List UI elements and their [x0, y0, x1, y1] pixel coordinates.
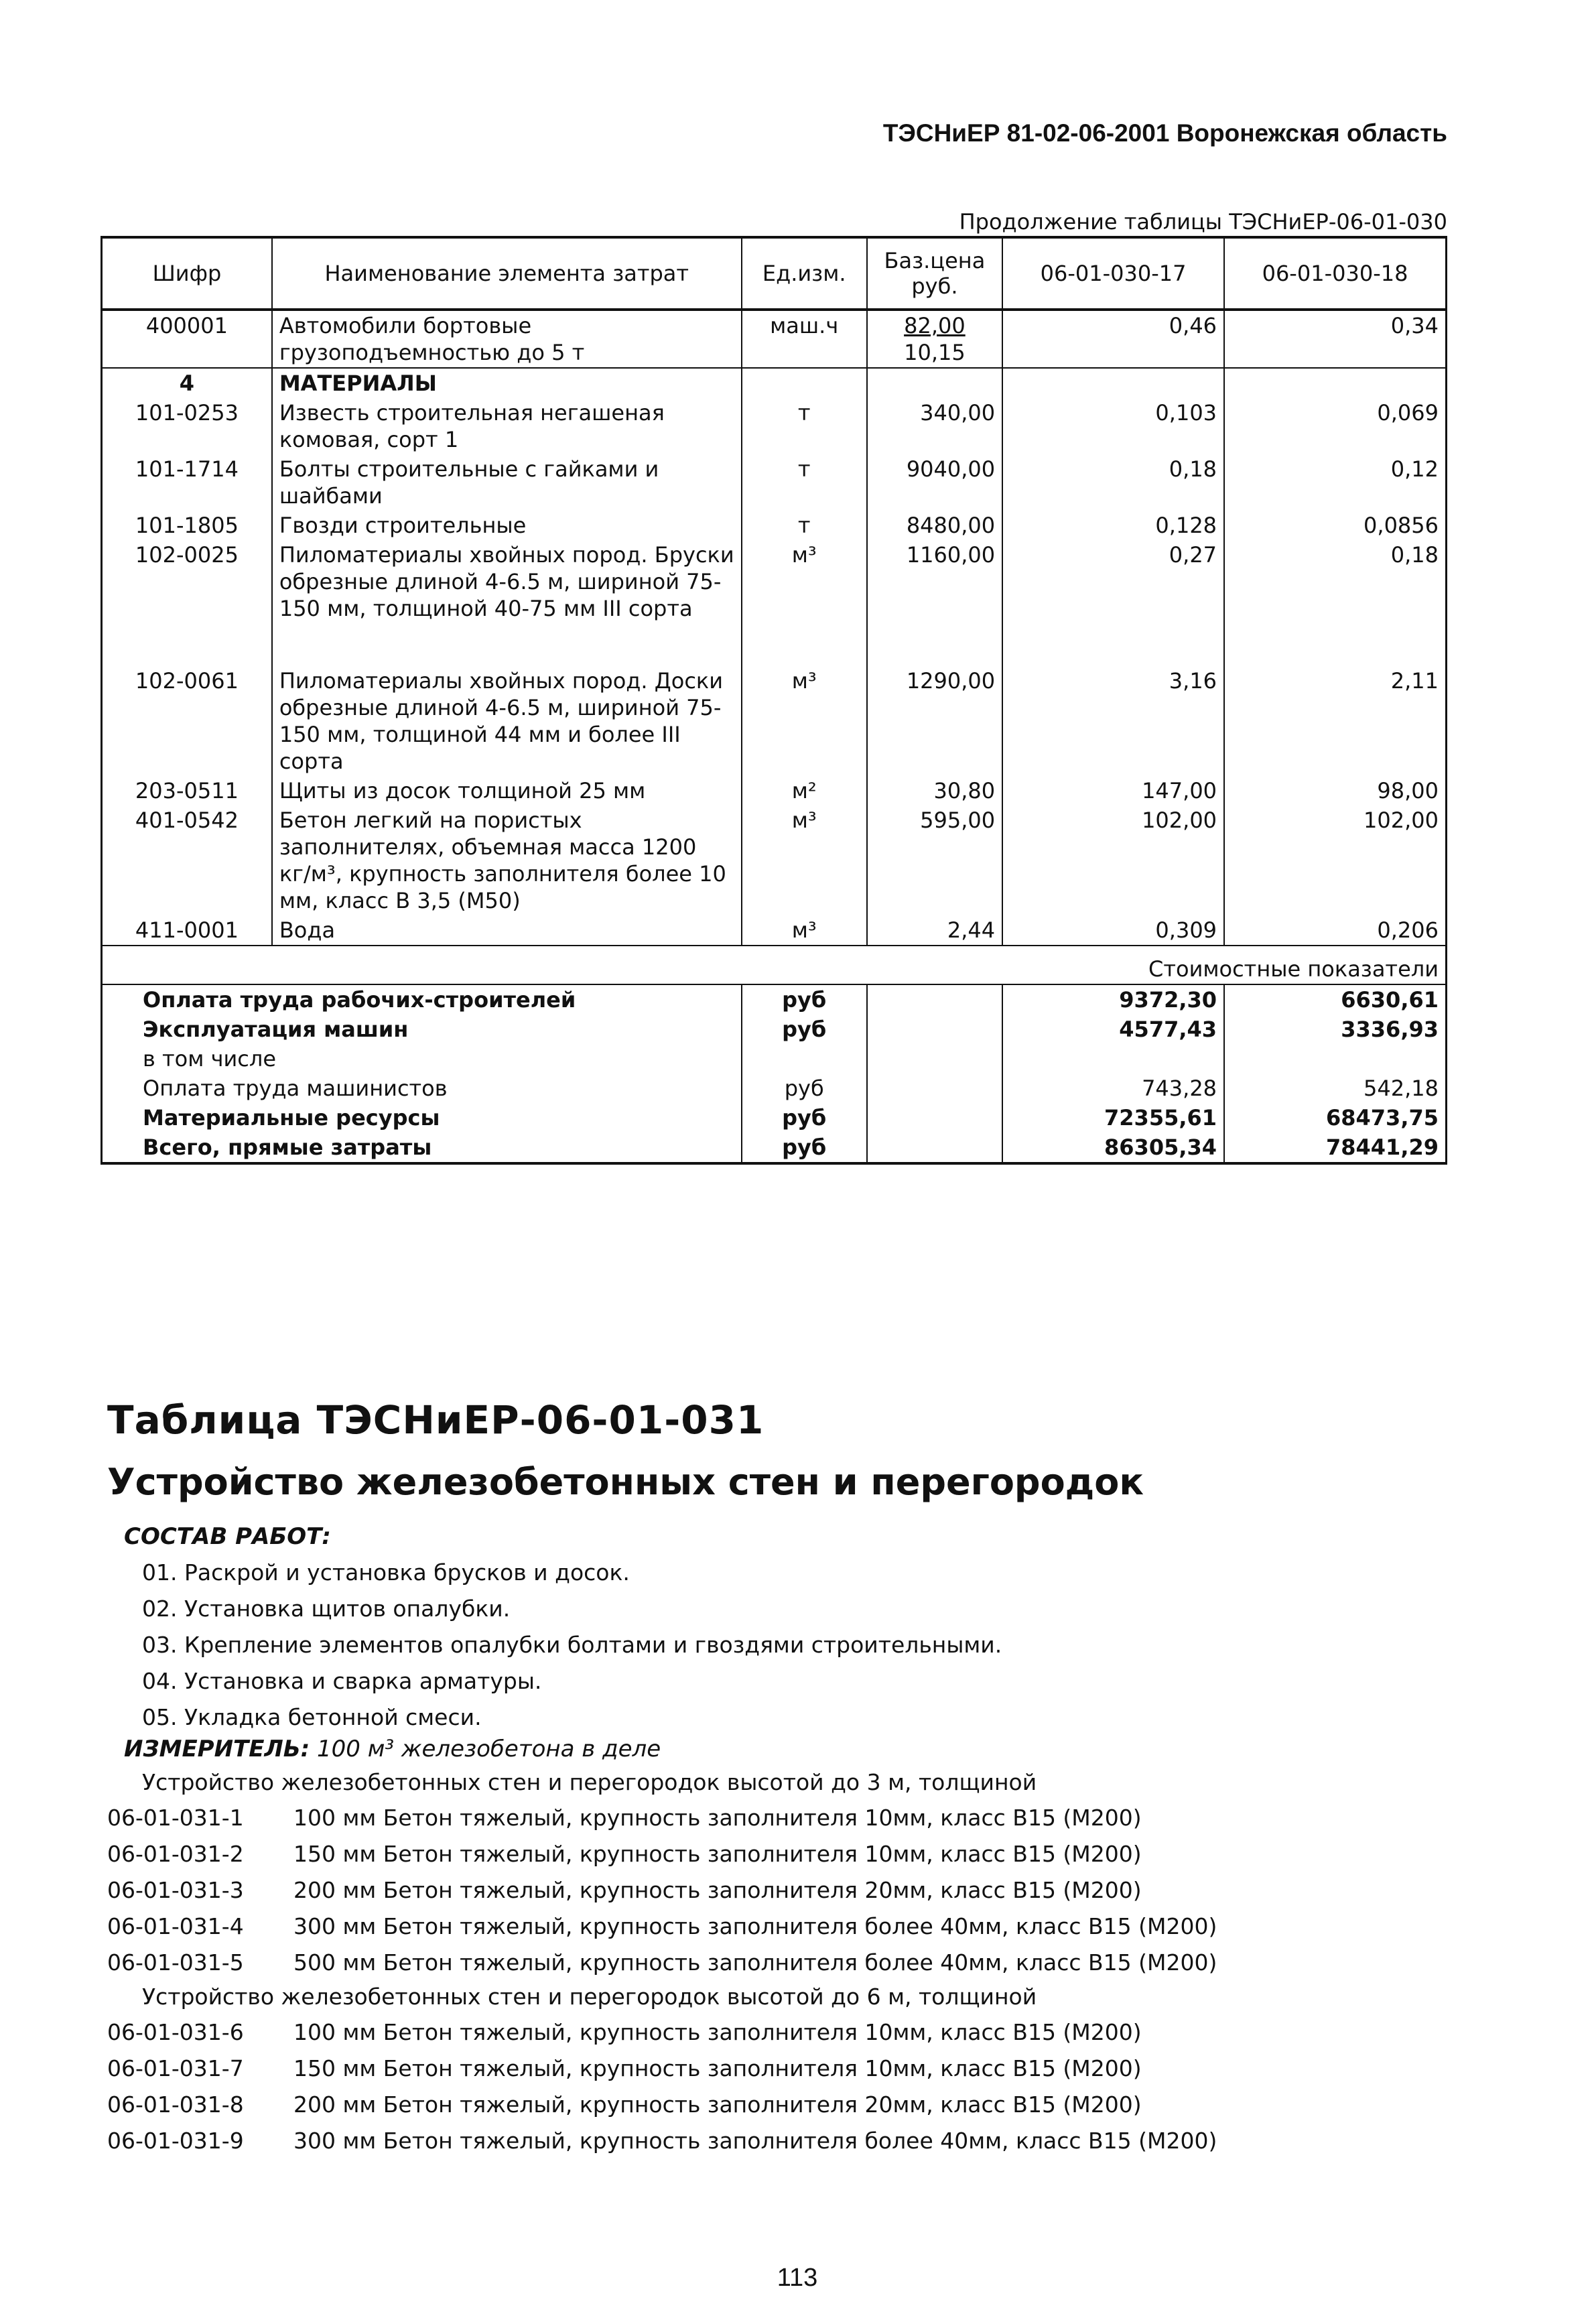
table-continuation-caption: Продолжение таблицы ТЭСНиЕР-06-01-030 [959, 209, 1447, 235]
measure-label: ИЗМЕРИТЕЛЬ: [124, 1736, 310, 1762]
work-item: 04. Установка и сварка арматуры. [142, 1668, 542, 1694]
row-unit: т [742, 511, 867, 540]
row-value-17: 0,46 [1002, 310, 1224, 368]
norm-text: 300 мм Бетон тяжелый, крупность заполнителя более 40мм, класс В15 (М200) [293, 1913, 1217, 1939]
row-price: 9040,00 [867, 454, 1002, 511]
cost-unit: руб [742, 1015, 867, 1044]
table-row [102, 454, 1447, 511]
group-heading-6m: Устройство железобетонных стен и перегородок высотой до 6 м, толщиной [142, 1984, 1037, 2010]
cost-value-17: 743,28 [1002, 1074, 1224, 1103]
cost-value-18: 6630,61 [1224, 984, 1446, 1015]
norm-text: 100 мм Бетон тяжелый, крупность заполнителя 10мм, класс В15 (М200) [293, 1805, 1142, 1831]
norm-code: 06-01-031-6 [107, 2019, 244, 2045]
row-price [867, 310, 1002, 368]
row-code: 101-1714 [102, 454, 272, 511]
row-code: 102-0025 [102, 540, 272, 623]
cost-unit: руб [742, 1103, 867, 1133]
row-unit: т [742, 398, 867, 454]
row-code: 411-0001 [102, 915, 272, 946]
page-number: 113 [777, 2264, 818, 2292]
row-value-17: 0,128 [1002, 511, 1224, 540]
norm-text: 200 мм Бетон тяжелый, крупность заполнителя 20мм, класс В15 (М200) [293, 1877, 1142, 1903]
table-subtitle: Устройство железобетонных стен и перегородок [107, 1461, 1144, 1503]
row-value-18: 0,069 [1224, 398, 1446, 454]
row-code: 101-0253 [102, 398, 272, 454]
cost-name: Эксплуатация машин [102, 1015, 742, 1044]
norm-text: 100 мм Бетон тяжелый, крупность заполнителя 10мм, класс В15 (М200) [293, 2019, 1142, 2045]
row-value-18: 98,00 [1224, 776, 1446, 805]
cost-caption: Стоимостные показатели [102, 946, 1447, 984]
list-item [107, 2055, 1142, 2091]
row-price: 340,00 [867, 398, 1002, 454]
row-code: 203-0511 [102, 776, 272, 805]
row-unit: т [742, 454, 867, 511]
row-unit: маш.ч [742, 310, 867, 368]
row-unit: м³ [742, 666, 867, 776]
document-header: ТЭСНиЕР 81-02-06-2001 Воронежская область [882, 119, 1447, 147]
col-header-code: Шифр [102, 237, 272, 310]
row-value-17: 3,16 [1002, 666, 1224, 776]
cost-value-18: 68473,75 [1224, 1103, 1446, 1133]
norm-code: 06-01-031-1 [107, 1805, 244, 1831]
group-heading-3m: Устройство железобетонных стен и перегородок высотой до 3 м, толщиной [142, 1769, 1037, 1795]
section-name: МАТЕРИАЛЫ [272, 368, 742, 398]
table-row [102, 310, 1447, 368]
row-value-18: 0,0856 [1224, 511, 1446, 540]
table-row [102, 666, 1447, 776]
cost-unit: руб [742, 984, 867, 1015]
row-name: Известь строительная негашеная комовая, сорт 1 [272, 398, 742, 454]
row-name: Бетон легкий на пористых заполнителях, объемная масса 1200 кг/м³, крупность заполнителя более 10 мм, класс В 3,5 (М50) [272, 805, 742, 915]
list-item [107, 1877, 1142, 1913]
cost-unit: руб [742, 1133, 867, 1163]
row-name: Вода [272, 915, 742, 946]
norm-text: 150 мм Бетон тяжелый, крупность заполнителя 10мм, класс В15 (М200) [293, 1841, 1142, 1867]
row-value-17: 0,309 [1002, 915, 1224, 946]
cost-value-18: 78441,29 [1224, 1133, 1446, 1163]
row-unit: м³ [742, 805, 867, 915]
norm-text: 150 мм Бетон тяжелый, крупность заполнителя 10мм, класс В15 (М200) [293, 2055, 1142, 2081]
row-price: 595,00 [867, 805, 1002, 915]
list-item [107, 2091, 1142, 2128]
row-name: Пиломатериалы хвойных пород. Доски обрезные длиной 4-6.5 м, шириной 75-150 мм, толщиной 44 мм и более III сорта [272, 666, 742, 776]
list-item [107, 2019, 1142, 2055]
table-row [102, 540, 1447, 623]
norm-code: 06-01-031-4 [107, 1913, 244, 1939]
cost-name: Оплата труда рабочих-строителей [102, 984, 742, 1015]
cost-value-17: 86305,34 [1002, 1133, 1224, 1163]
cost-name: в том числе [102, 1044, 742, 1074]
row-name: Пиломатериалы хвойных пород. Бруски обрезные длиной 4-6.5 м, шириной 75-150 мм, толщиной 40-75 мм III сорта [272, 540, 742, 623]
row-price-main: 82,00 [904, 313, 966, 338]
table-row [102, 776, 1447, 805]
col-header-variant-17: 06-01-030-17 [1002, 237, 1224, 310]
works-label: СОСТАВ РАБОТ: [124, 1523, 331, 1550]
measure-line [124, 1736, 661, 1762]
cost-value-17: 72355,61 [1002, 1103, 1224, 1133]
list-item [107, 1841, 1142, 1877]
row-code: 401-0542 [102, 805, 272, 915]
cost-value-17: 4577,43 [1002, 1015, 1224, 1044]
norm-code: 06-01-031-7 [107, 2055, 244, 2081]
row-price-sub: 10,15 [904, 340, 966, 365]
row-value-18: 0,18 [1224, 540, 1446, 623]
col-header-name: Наименование элемента затрат [272, 237, 742, 310]
row-value-17: 102,00 [1002, 805, 1224, 915]
row-value-18: 0,12 [1224, 454, 1446, 511]
row-value-17: 0,103 [1002, 398, 1224, 454]
cost-row [102, 1133, 1447, 1163]
cost-value-18: 3336,93 [1224, 1015, 1446, 1044]
cost-name: Материальные ресурсы [102, 1103, 742, 1133]
row-name: Автомобили бортовые грузоподъемностью до 5 т [272, 310, 742, 368]
table-row [102, 398, 1447, 454]
cost-row [102, 1044, 1447, 1074]
cost-value-18: 542,18 [1224, 1074, 1446, 1103]
norm-code: 06-01-031-3 [107, 1877, 244, 1903]
row-value-18: 0,34 [1224, 310, 1446, 368]
works-list [142, 1555, 1002, 1736]
work-item: 05. Укладка бетонной смеси. [142, 1704, 482, 1730]
norm-text: 200 мм Бетон тяжелый, крупность заполнителя 20мм, класс В15 (М200) [293, 2091, 1142, 2118]
row-unit: м² [742, 776, 867, 805]
cost-row [102, 1015, 1447, 1044]
cost-name: Всего, прямые затраты [102, 1133, 742, 1163]
norm-code: 06-01-031-8 [107, 2091, 244, 2118]
section-code: 4 [102, 368, 272, 398]
cost-caption-row [102, 946, 1447, 984]
measure-value: 100 м³ железобетона в деле [317, 1736, 661, 1762]
norm-code: 06-01-031-2 [107, 1841, 244, 1867]
cost-row [102, 1103, 1447, 1133]
row-name: Болты строительные с гайками и шайбами [272, 454, 742, 511]
cost-row [102, 1074, 1447, 1103]
norm-text: 300 мм Бетон тяжелый, крупность заполнителя более 40мм, класс В15 (М200) [293, 2128, 1217, 2154]
row-value-18: 102,00 [1224, 805, 1446, 915]
row-price: 1290,00 [867, 666, 1002, 776]
row-value-18: 2,11 [1224, 666, 1446, 776]
resource-table [101, 236, 1447, 1165]
cost-unit: руб [742, 1074, 867, 1103]
list-item [107, 1949, 1217, 1986]
table-row [102, 511, 1447, 540]
list-item [107, 1913, 1217, 1949]
table-title: Таблица ТЭСНиЕР-06-01-031 [107, 1397, 764, 1443]
cost-name: Оплата труда машинистов [102, 1074, 742, 1103]
norm-code: 06-01-031-9 [107, 2128, 244, 2154]
work-item: 02. Установка щитов опалубки. [142, 1596, 511, 1622]
list-item [107, 2128, 1217, 2164]
row-name: Гвозди строительные [272, 511, 742, 540]
row-price: 2,44 [867, 915, 1002, 946]
cost-value-17: 9372,30 [1002, 984, 1224, 1015]
section-row [102, 368, 1447, 398]
row-name: Щиты из досок толщиной 25 мм [272, 776, 742, 805]
col-header-unit: Ед.изм. [742, 237, 867, 310]
row-price: 1160,00 [867, 540, 1002, 623]
row-value-17: 0,18 [1002, 454, 1224, 511]
row-value-17: 0,27 [1002, 540, 1224, 623]
norm-text: 500 мм Бетон тяжелый, крупность заполнителя более 40мм, класс В15 (М200) [293, 1949, 1217, 1976]
table-row [102, 915, 1447, 946]
table-header-row [102, 237, 1447, 310]
list-item [107, 1805, 1142, 1841]
row-value-18: 0,206 [1224, 915, 1446, 946]
row-code: 400001 [102, 310, 272, 368]
row-unit: м³ [742, 915, 867, 946]
row-code: 102-0061 [102, 666, 272, 776]
cost-row [102, 984, 1447, 1015]
col-header-variant-18: 06-01-030-18 [1224, 237, 1446, 310]
row-value-17: 147,00 [1002, 776, 1224, 805]
work-item: 01. Раскрой и установка брусков и досок. [142, 1559, 630, 1586]
norm-code: 06-01-031-5 [107, 1949, 244, 1976]
row-unit: м³ [742, 540, 867, 623]
row-code: 101-1805 [102, 511, 272, 540]
row-price: 8480,00 [867, 511, 1002, 540]
table-row [102, 805, 1447, 915]
row-price: 30,80 [867, 776, 1002, 805]
col-header-price: Баз.цена руб. [867, 237, 1002, 310]
work-item: 03. Крепление элементов опалубки болтами и гвоздями строительными. [142, 1632, 1002, 1658]
